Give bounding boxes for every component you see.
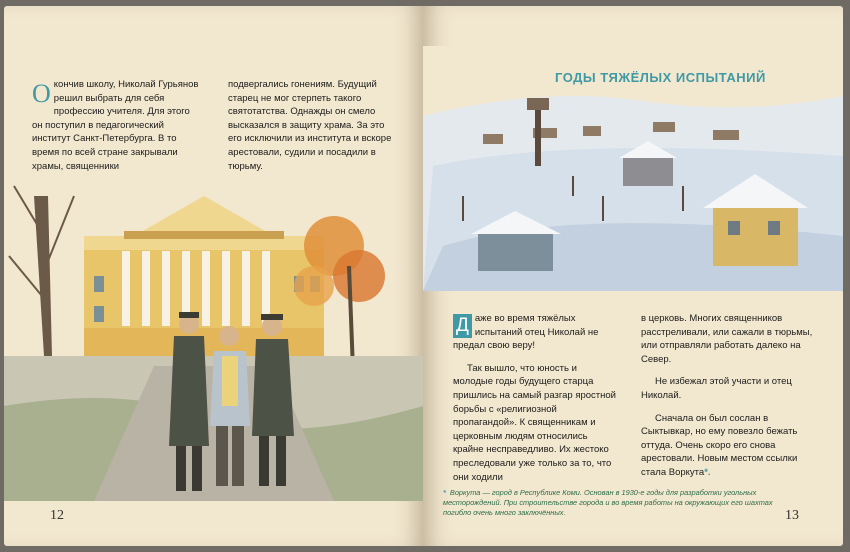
illustration-arrest-scene	[4, 156, 423, 501]
page-number-right: 13	[785, 508, 799, 523]
dropcap-o: О	[32, 79, 51, 108]
footnote-marker: *.	[704, 466, 711, 478]
right-text-col1	[453, 312, 618, 484]
right-col2-para3: Сначала он был сослан в Сыктывкар, но ему повезло бежать оттуда. Очень скоро его снова арестовали. Новым местом ссылки стала Воркута	[641, 412, 798, 478]
chapter-title: ГОДЫ ТЯЖЁЛЫХ ИСПЫТАНИЙ	[555, 70, 766, 85]
right-col2-para2: Не избежал этой участи и отец Николай.	[641, 376, 792, 401]
right-para1: Так вышло, что юность и молодые годы будущего старца пришлись на самый разгар яростной борьбы с «религиозной пропагандой». К священникам и церковным людям относились крайне несправедливо. Их жестоко преследовали уже только за то, что они ходили	[453, 362, 616, 483]
footnote-text: Воркута — город в Республике Коми. Основан в 1930-е годы для разработки угольных месторождений. При строительстве города и во время работы на окружающих его шахтах погибло очень много заключённых.	[443, 488, 773, 517]
right-col2-para1: в церковь. Многих священников расстреливали, или сажали в тюрьмы, или отправляли работать далеко на Север.	[641, 313, 813, 365]
page-number-left: 12	[50, 508, 64, 523]
footnote-star: *	[443, 488, 446, 497]
right-page	[423, 6, 843, 546]
footnote	[443, 488, 783, 518]
right-text-col2	[641, 312, 821, 480]
left-page	[4, 6, 423, 546]
left-col1-text: кончив школу, Николай Гурьянов решил выбрать для себя профессию учителя. Для этого он поступил в педагогический институт Санкт-Петербурга. В то время по всей стране закрывали храмы, священники	[32, 79, 199, 172]
right-lead-text: аже во время тяжёлых испытаний отец Николай не предал свою веру!	[453, 313, 599, 352]
dropcap-d: Д	[453, 314, 472, 338]
left-col2-text: подвергались гонениям. Будущий старец не мог стерпеть такого святотатства. Однажды он смело высказался в защиту храма. За это его исключили из института и вскоре арестовали, судили и посадили в тюрьму.	[228, 79, 392, 172]
